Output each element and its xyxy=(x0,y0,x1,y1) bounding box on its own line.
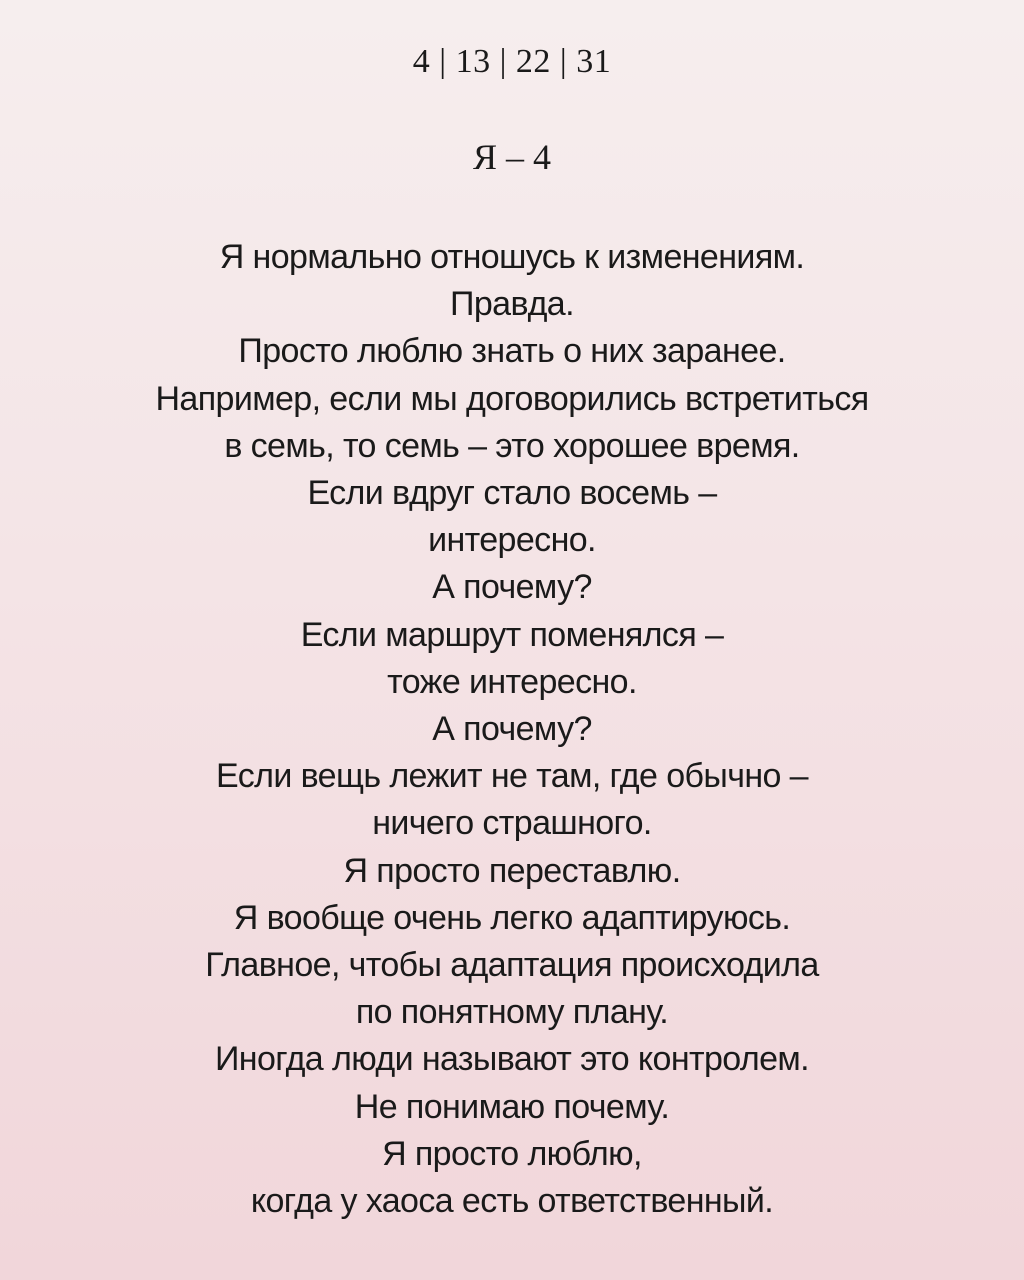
poem-line: Правда. xyxy=(450,285,574,324)
poem-line: А почему? xyxy=(432,710,592,749)
poem-line: по понятному плану. xyxy=(355,993,669,1032)
poem-line: в семь, то семь – это хорошее время. xyxy=(224,426,800,465)
poem-text xyxy=(0,234,1024,1225)
poem-line: Если вещь лежит не там, где обычно – xyxy=(216,757,808,796)
poem-line: когда у хаоса есть ответственный. xyxy=(250,1182,774,1221)
poem-line: тоже интересно. xyxy=(387,662,637,701)
poem-line: интересно. xyxy=(428,521,596,560)
poem-line: Если вдруг стало восемь – xyxy=(307,474,717,513)
poem-line: Я вообще очень легко адаптируюсь. xyxy=(233,898,791,937)
poem-line: Главное, чтобы адаптация происходила xyxy=(205,946,819,985)
page-title: Я – 4 xyxy=(472,137,551,177)
poem-line: А почему? xyxy=(432,568,592,607)
poem-line: Я просто люблю, xyxy=(382,1134,642,1173)
poem-line: Если маршрут поменялся – xyxy=(300,615,724,654)
poem-line: Не понимаю почему. xyxy=(354,1087,670,1126)
poem-line: Я просто переставлю. xyxy=(343,851,681,890)
poem-line: Например, если мы договорились встретиться xyxy=(155,379,869,418)
poem-line: Просто люблю знать о них заранее. xyxy=(238,332,786,371)
numbers-header: 4 | 13 | 22 | 31 xyxy=(412,43,612,80)
poem-line: Иногда люди называют это контролем. xyxy=(214,1040,810,1079)
poem-line: Я нормально отношусь к изменениям. xyxy=(219,238,805,276)
poem-line: ничего страшного. xyxy=(372,804,652,843)
